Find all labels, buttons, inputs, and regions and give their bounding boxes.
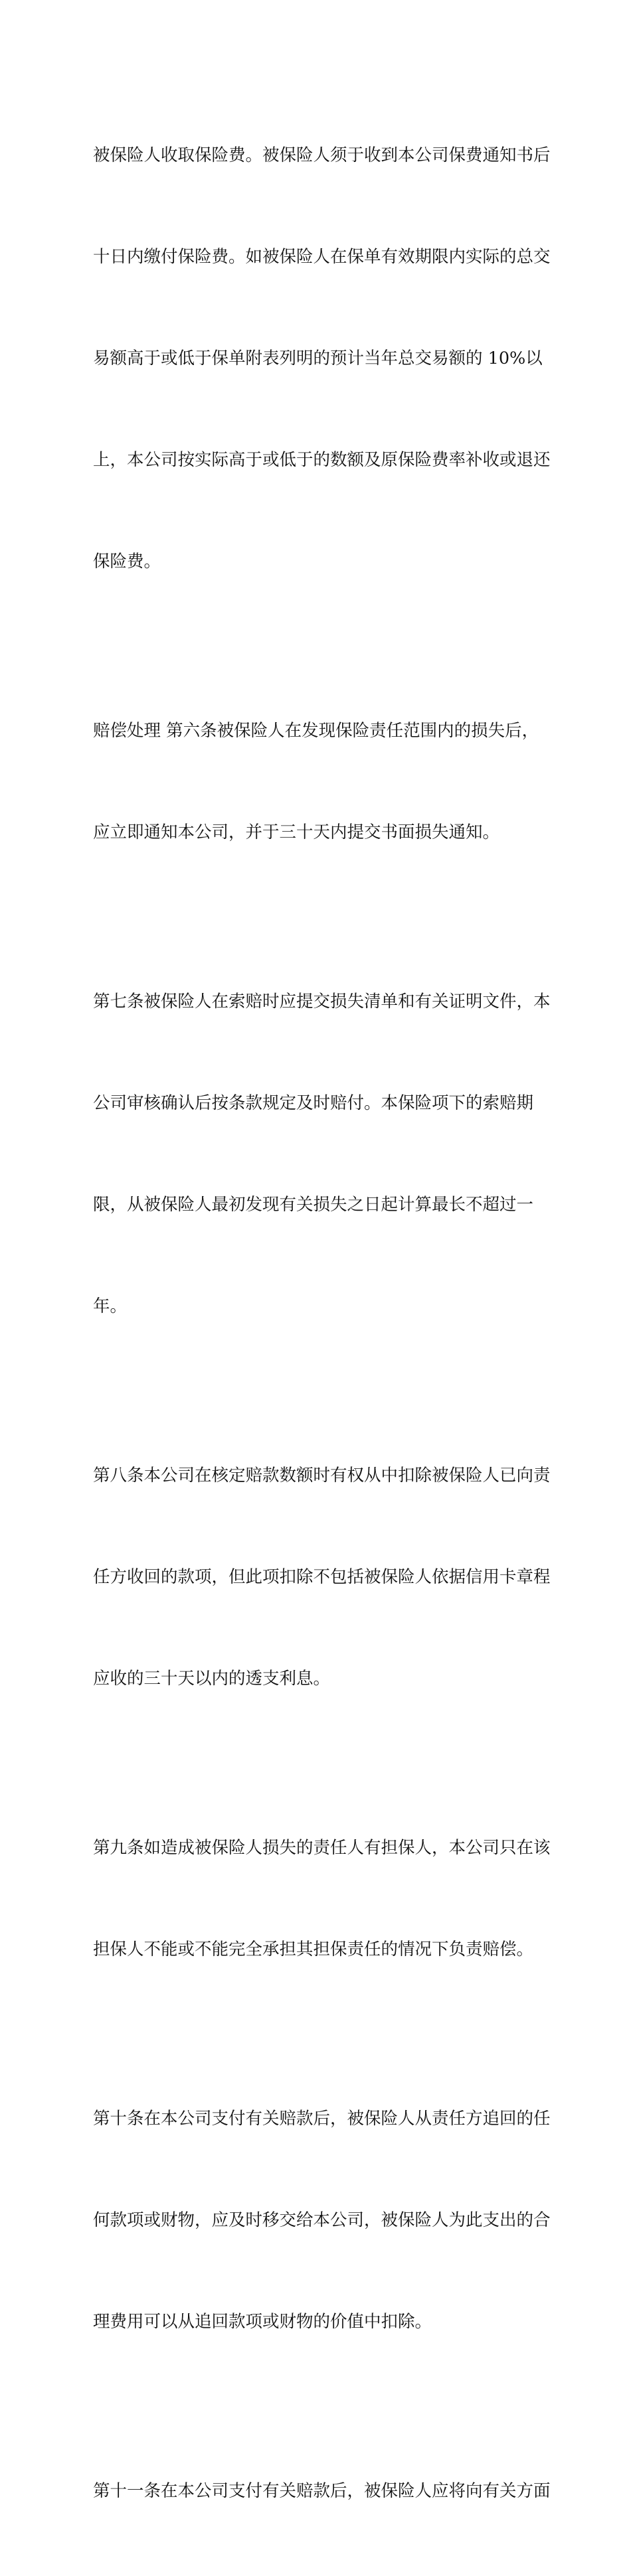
text-line: 应收的三十天以内的透支利息。 <box>93 1669 331 1689</box>
text-line: 赔偿处理 第六条被保险人在发现保险责任范围内的损失后， <box>93 721 539 741</box>
paragraph-article-6 <box>93 646 545 917</box>
text-line: 十日内缴付保险费。如被保险人在保单有效期限内实际的总交 <box>93 247 551 267</box>
paragraph-article-10 <box>93 2034 551 2407</box>
paragraph-article-11 <box>93 2407 551 2576</box>
text-line: 第十条在本公司支付有关赔款后，被保险人从责任方追回的任 <box>93 2109 551 2129</box>
text-line: 被保险人收取保险费。被保险人须于收到本公司保费通知书后 <box>93 145 551 165</box>
text-line: 易额高于或低于保单附表列明的预计当年总交易额的 10%以 <box>93 348 543 368</box>
text-line: 第九条如造成被保险人损失的责任人有担保人，本公司只在该 <box>93 1838 551 1858</box>
paragraph-article-7 <box>93 917 551 1391</box>
text-line: 保险费。 <box>93 552 161 571</box>
text-line: 第八条本公司在核定赔款数额时有权从中扣除被保险人已向责 <box>93 1466 551 1485</box>
text-line: 限，从被保险人最初发现有关损失之日起计算最长不超过一 <box>93 1195 534 1215</box>
text-line: 理费用可以从追回款项或财物的价值中扣除。 <box>93 2312 432 2332</box>
text-line: 第七条被保险人在索赔时应提交损失清单和有关证明文件，本 <box>93 992 551 1012</box>
text-line: 任方收回的款项，但此项扣除不包括被保险人依据信用卡章程 <box>93 1567 551 1587</box>
paragraph-article-8 <box>93 1391 551 1764</box>
text-line: 何款项或财物，应及时移交给本公司，被保险人为此支出的合 <box>93 2210 551 2230</box>
paragraph-article-9 <box>93 1764 551 2034</box>
text-line: 担保人不能或不能完全承担其担保责任的情况下负责赔偿。 <box>93 1939 534 1959</box>
text-line: 年。 <box>93 1296 128 1316</box>
paragraph-premium <box>93 71 551 646</box>
text-line: 公司审核确认后按条款规定及时赔付。本保险项下的索赔期 <box>93 1093 534 1113</box>
text-line: 应立即通知本公司，并于三十天内提交书面损失通知。 <box>93 822 500 842</box>
text-line: 第十一条在本公司支付有关赔款后，被保险人应将向有关方面 <box>93 2481 551 2501</box>
document-body <box>93 71 551 2576</box>
text-line: 上，本公司按实际高于或低于的数额及原保险费率补收或退还 <box>93 450 551 470</box>
